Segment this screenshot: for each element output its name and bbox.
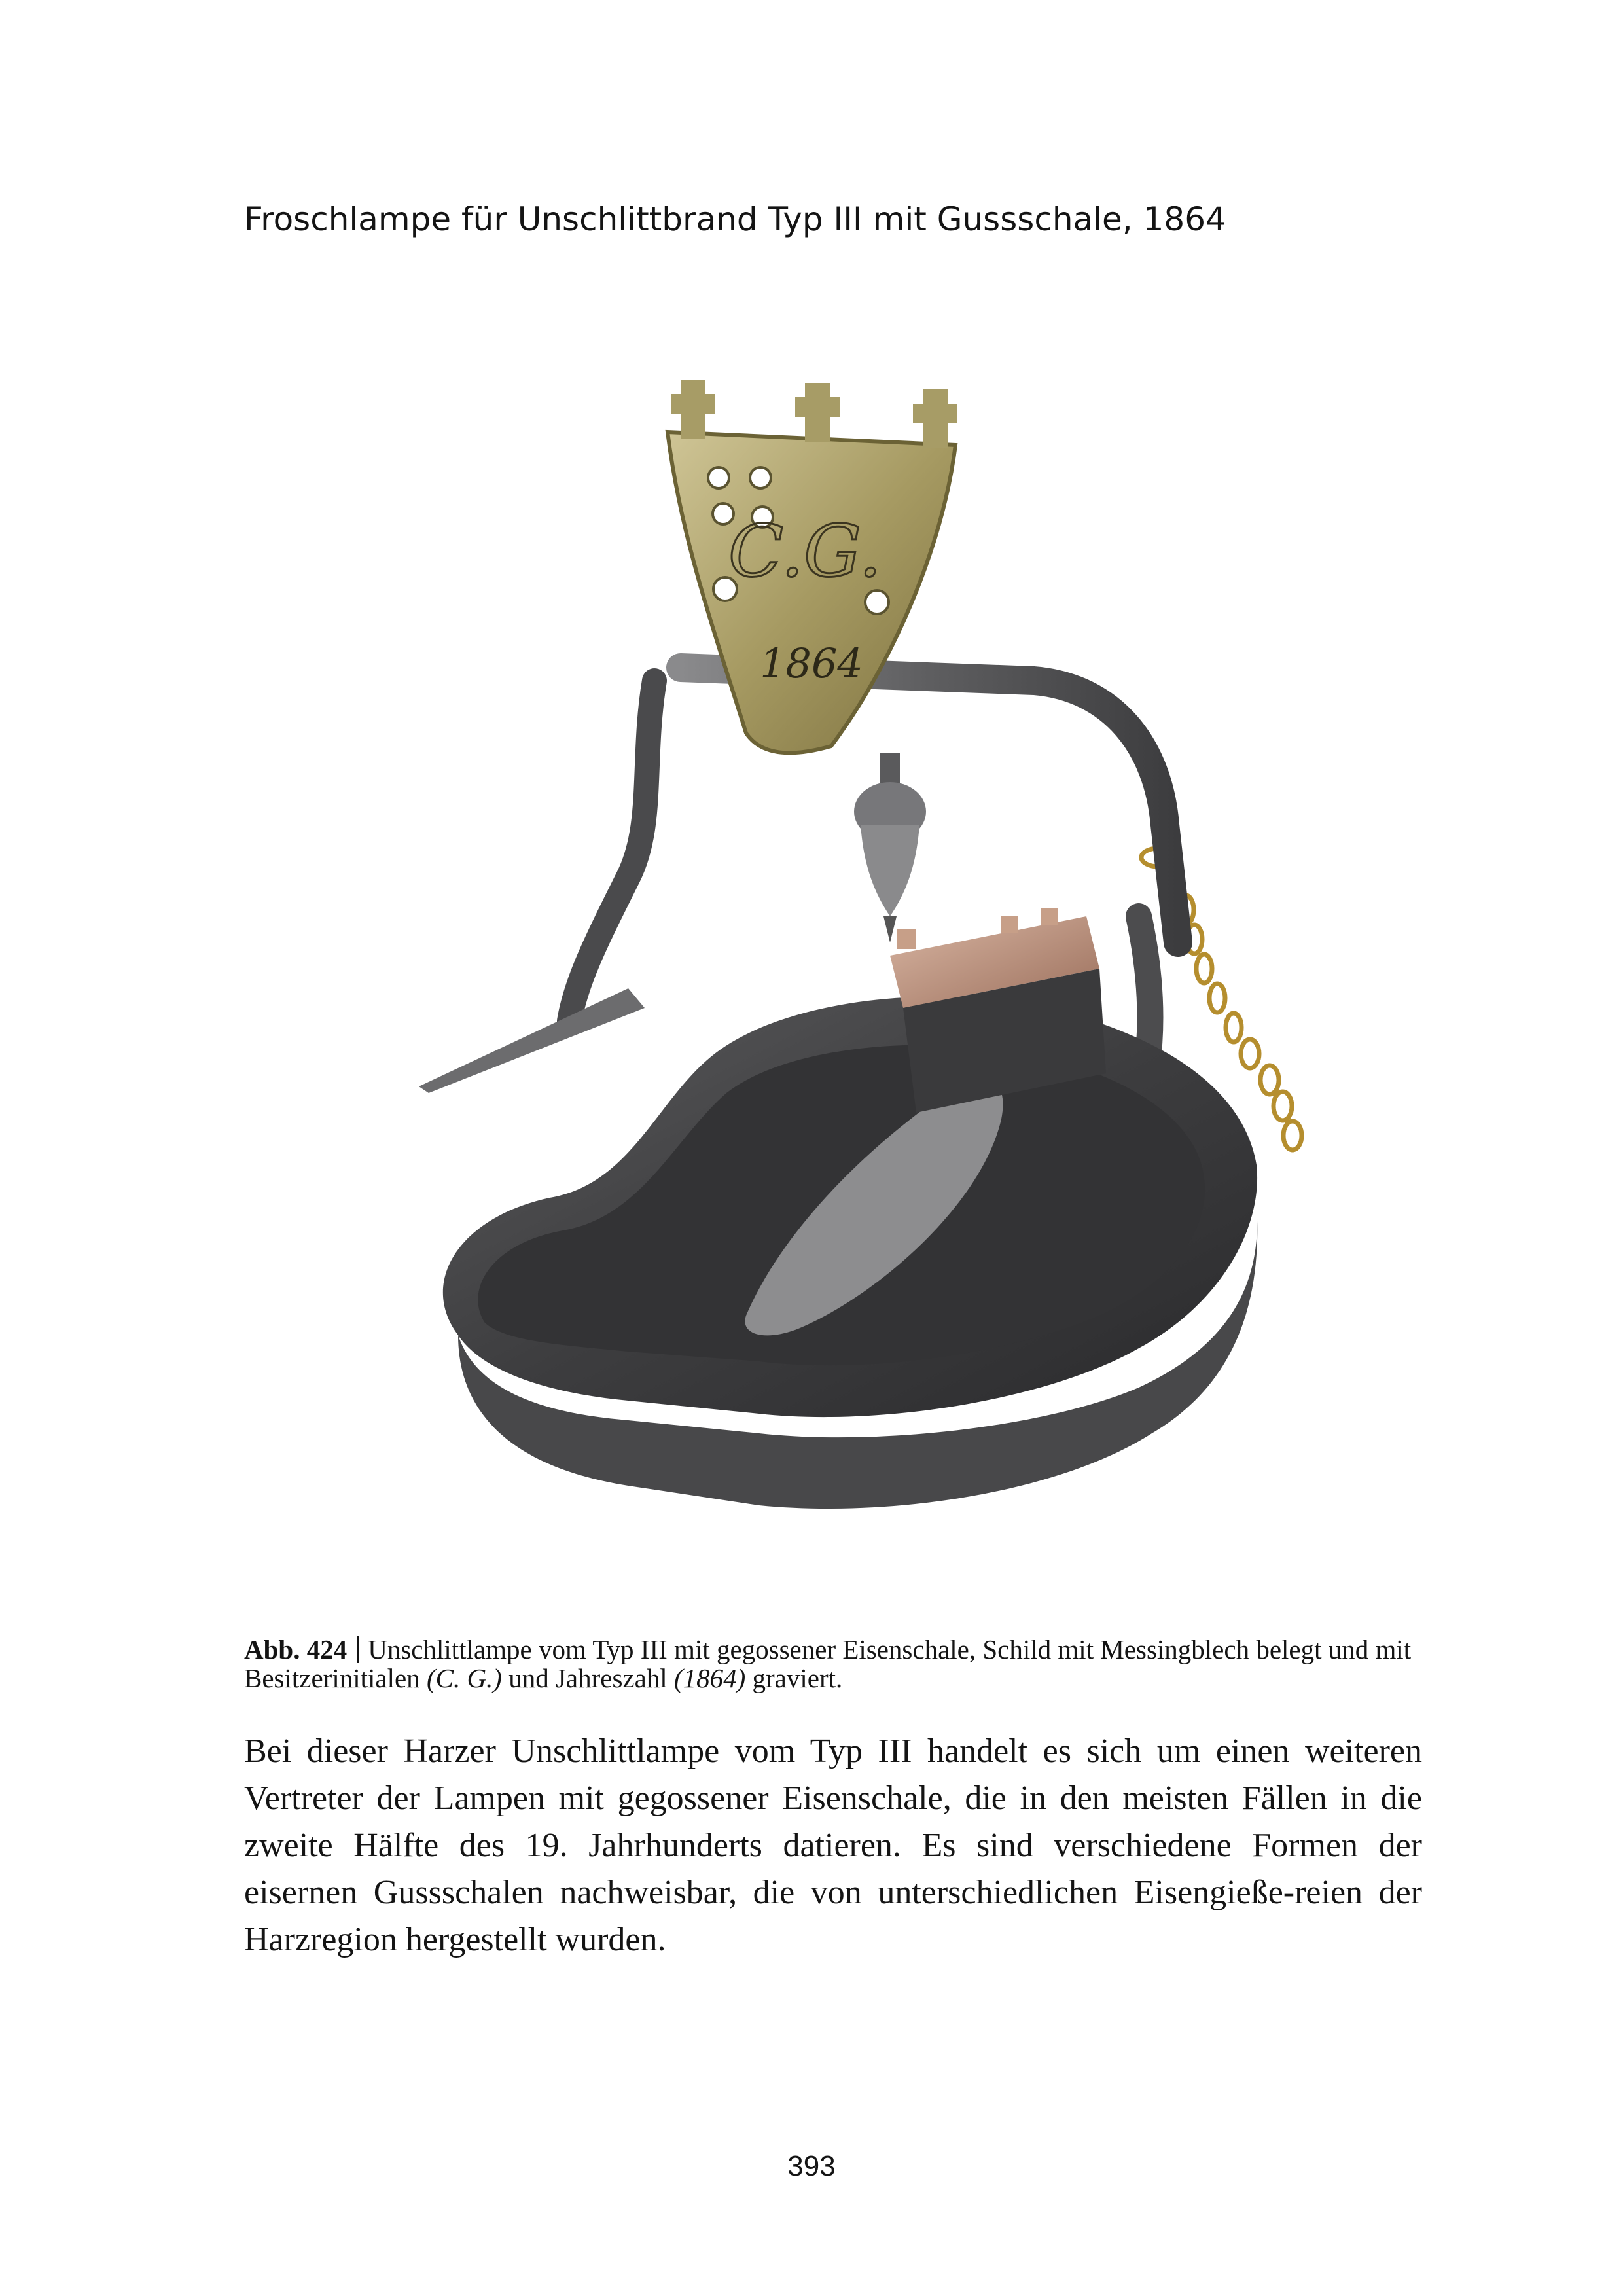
page-number: 393	[787, 2150, 836, 2182]
caption-text-2: und Jahreszahl	[501, 1663, 674, 1693]
acorn-pendant	[854, 753, 926, 942]
cast-iron-pan	[443, 997, 1257, 1509]
caption-text-1: Unschlittlampe vom Typ III mit gegossener Eisenschale, Schild mit Messingblech belegt und mit Besitzerinitialen	[244, 1634, 1412, 1693]
figure-caption	[244, 1635, 1422, 1693]
wick-pick	[419, 988, 645, 1093]
lamp-photograph	[288, 353, 1400, 1597]
caption-label: Abb. 424	[244, 1634, 348, 1664]
page-heading: Froschlampe für Unschlittbrand Typ III mit Gussschale, 1864	[244, 200, 1226, 238]
caption-year: (1864)	[673, 1663, 746, 1693]
body-paragraph: Bei dieser Harzer Unschlittlampe vom Typ III handelt es sich um einen weiteren Vertreter der Lampen mit gegossener Eisenschale, die in den meisten Fällen in die zweite Hälfte des 19. Jahrhunderts datieren. Es sind verschiedene Formen der eisernen Gussschalen nachweisbar, die von unterschiedlichen Eisengieße-reien der Harzregion hergestellt wurden.	[244, 1732, 1422, 1958]
brass-shield	[668, 380, 957, 753]
caption-separator	[357, 1636, 359, 1663]
engraved-initials: C.G.	[728, 509, 882, 593]
engraved-year: 1864	[760, 639, 863, 687]
caption-initials: (C. G.)	[426, 1663, 502, 1693]
caption-text-3: graviert.	[745, 1663, 843, 1693]
lamp-illustration	[288, 353, 1400, 1597]
